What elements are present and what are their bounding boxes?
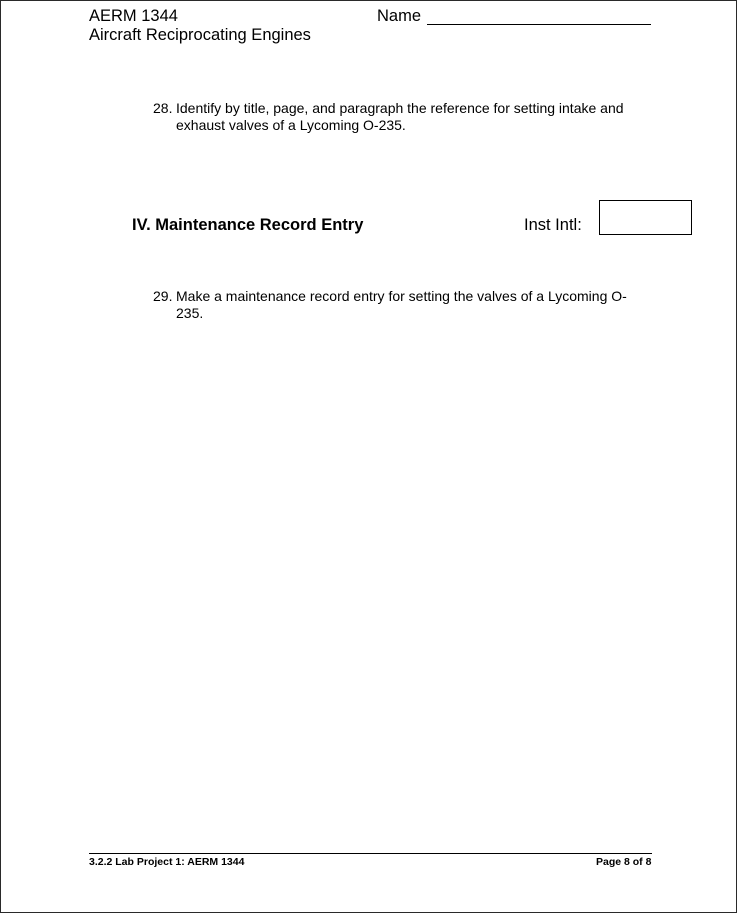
course-code: AERM 1344: [89, 7, 178, 25]
question-28-number: 28.: [153, 100, 173, 116]
footer-divider: [89, 853, 652, 854]
question-29-number: 29.: [153, 288, 173, 304]
course-title: Aircraft Reciprocating Engines: [89, 26, 311, 44]
instructor-initials-box[interactable]: [599, 200, 692, 235]
section-heading: IV. Maintenance Record Entry: [132, 216, 364, 234]
name-label: Name: [377, 7, 422, 25]
question-29-text: Make a maintenance record entry for setting the valves of a Lycoming O-235.: [176, 288, 627, 321]
footer-page-number: Page 8 of 8: [596, 856, 652, 868]
footer-project-label: 3.2.2 Lab Project 1: AERM 1344: [89, 856, 245, 868]
instructor-initials-label: Inst Intl:: [524, 216, 582, 234]
question-28-text: Identify by title, page, and paragraph the reference for setting intake and exhaust valves of a Lycoming O-235.: [176, 100, 624, 133]
name-blank-line[interactable]: [427, 24, 651, 25]
